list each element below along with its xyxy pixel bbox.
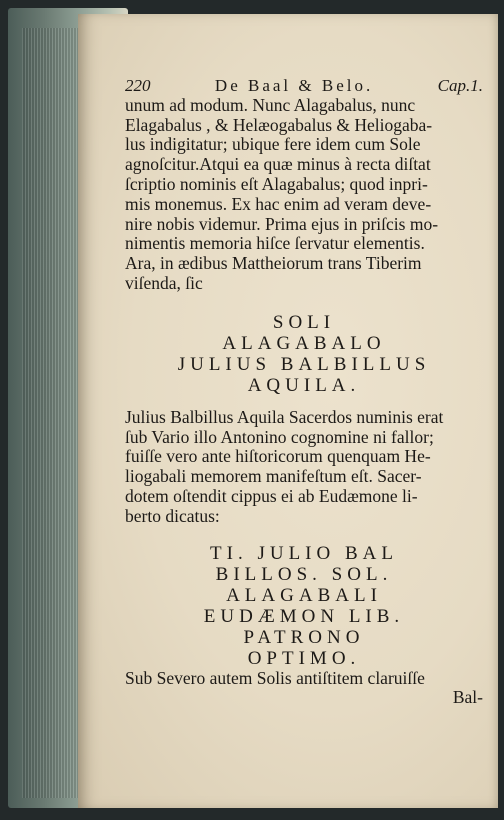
paragraph-two xyxy=(125,408,483,527)
inscription-line: PATRONO xyxy=(243,626,365,648)
inscription-line: BILLOS. SOL. xyxy=(215,563,393,585)
running-header xyxy=(125,76,483,96)
inscription-julio xyxy=(125,543,483,669)
page-text xyxy=(125,76,483,708)
inscription-line: ALAGABALI xyxy=(226,584,382,606)
text-line: viſenda, ſic xyxy=(125,272,203,293)
chapter-label: Cap.1. xyxy=(437,76,483,95)
page-number: 220 xyxy=(125,76,151,95)
text-line: ſcriptio nominis eſt Alagabalus; quod inpri- xyxy=(125,173,428,194)
running-title: De Baal & Belo. xyxy=(214,76,374,95)
inscription-line: JULIUS BALBILLUS xyxy=(177,353,431,375)
closing-line: Sub Severo autem Solis antiſtitem claruiſſe xyxy=(125,667,425,688)
text-line: unum ad modum. Nunc Alagabalus, nunc xyxy=(125,94,416,115)
inscription-line: SOLI xyxy=(272,311,336,333)
inscription-soli xyxy=(125,312,483,396)
text-line: Elagabalus , & Helæogabalus & Heliogaba- xyxy=(125,114,433,135)
text-line: fuiſſe vero ante hiſtoricorum quenquam He- xyxy=(125,446,431,467)
text-line: agnoſcitur.Atqui ea quæ minus à recta diſtat xyxy=(125,154,431,175)
text-line: Julius Balbillus Aquila Sacerdos numinis erat xyxy=(125,406,444,427)
text-line: nimentis memoria hiſce ſervatur elementis. xyxy=(125,233,425,254)
inscription-line: EUDÆMON LIB. xyxy=(203,605,405,627)
text-line: lus indigitatur; ubique fere idem cum Sole xyxy=(125,134,421,155)
catchword: Bal- xyxy=(452,687,483,708)
page-edge-lines xyxy=(22,28,82,798)
text-line: liogabali memorem manifeſtum eſt. Sacer- xyxy=(125,466,422,487)
text-line: dotem oſtendit cippus ei ab Eudæmone li- xyxy=(125,485,418,506)
inscription-line: TI. JULIO BAL xyxy=(210,542,398,564)
inscription-line: OPTIMO. xyxy=(247,647,361,669)
text-line: ſub Vario illo Antonino cognomine ni fallor; xyxy=(125,426,434,447)
inscription-line: ALAGABALO xyxy=(222,332,386,354)
paragraph-one xyxy=(125,96,483,294)
text-line: mis monemus. Ex hac enim ad veram deve- xyxy=(125,193,432,214)
text-line: berto dicatus: xyxy=(125,505,220,526)
inscription-line: AQUILA. xyxy=(247,374,361,396)
text-line: nire nobis videmur. Prima ejus in priſcis mo- xyxy=(125,213,439,234)
text-line: Ara, in ædibus Mattheiorum trans Tiberim xyxy=(125,253,422,274)
